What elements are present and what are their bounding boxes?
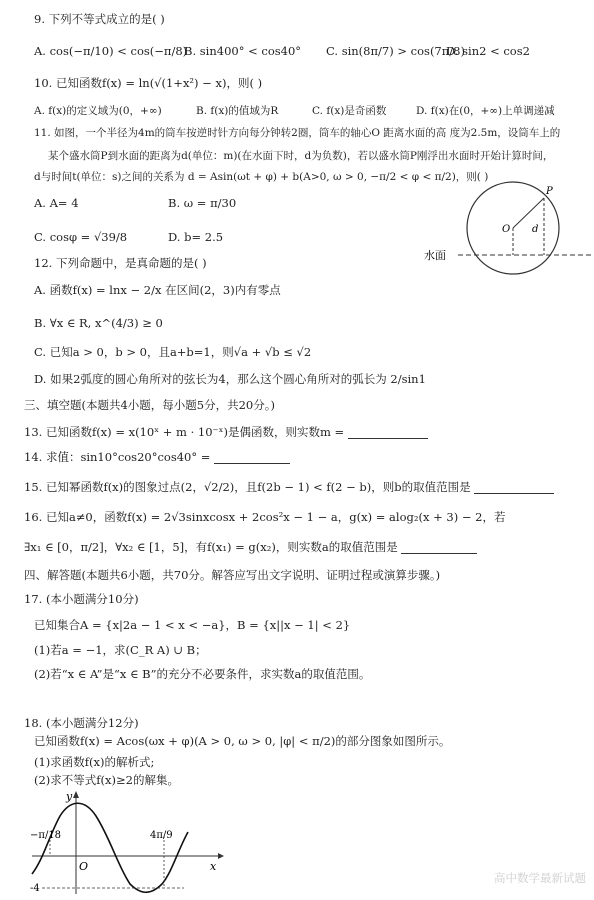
q9-option-b: B. sin400° < cos40° bbox=[184, 44, 302, 58]
y-axis-arrow-icon bbox=[73, 791, 79, 798]
q9-stem: 9. 下列不等式成立的是( ) bbox=[34, 12, 165, 26]
q18-line3: (2)求不等式f(x)≥2的解集。 bbox=[34, 773, 179, 787]
q9-option-d: D. sin2 < cos2 bbox=[446, 44, 530, 58]
q16-line1: 16. 已知a≠0，函数f(x) = 2√3sinxcosx + 2cos²x − 1 − a，g(x) = alog₂(x + 3) − 2，若 bbox=[24, 510, 506, 524]
label-d: d bbox=[532, 224, 539, 235]
q18-line2: (1)求函数f(x)的解析式; bbox=[34, 755, 155, 769]
q14 bbox=[24, 450, 290, 464]
label-origin: O bbox=[79, 860, 89, 873]
section-3-heading: 三、填空题(本题共4小题，每小题5分，共20分。) bbox=[24, 398, 275, 412]
q16-line2 bbox=[24, 540, 477, 554]
q16-blank[interactable] bbox=[401, 541, 477, 554]
q15 bbox=[24, 480, 554, 494]
q11-option-d: D. b= 2.5 bbox=[168, 230, 224, 244]
q17-head: 17. (本小题满分10分) bbox=[24, 592, 139, 606]
q11-option-c: C. cosφ = √39/8 bbox=[34, 230, 128, 244]
label-right-tick: 4π/9 bbox=[150, 830, 173, 841]
q10-option-a: A. f(x)的定义域为(0，+∞) bbox=[34, 105, 162, 117]
q15-text: 15. 已知幂函数f(x)的图象过点(2，√2/2)，且f(2b − 1) < f(2 − b)，则b的取值范围是 bbox=[24, 480, 471, 494]
q13-text: 13. 已知函数f(x) = x(10ˣ + m · 10⁻ˣ)是偶函数，则实数m = bbox=[24, 425, 345, 439]
watermark: 高中数学最新试题 bbox=[494, 871, 586, 885]
radius-op bbox=[513, 198, 544, 228]
q11-option-b: B. ω = π/30 bbox=[168, 196, 237, 210]
q14-text: 14. 求值：sin10°cos20°cos40° = bbox=[24, 450, 211, 464]
q12-stem: 12. 下列命题中，是真命题的是( ) bbox=[34, 256, 207, 270]
q10-option-c: C. f(x)是奇函数 bbox=[312, 105, 387, 117]
q10-stem: 10. 已知函数f(x) = ln(√(1+x²) − x)，则( ) bbox=[34, 76, 263, 90]
water-wheel-figure bbox=[418, 180, 594, 280]
q11-line1: 11. 如图，一个半径为4m的筒车按逆时针方向每分钟转2圈，筒车的轴心O 距离水面的高 度为2.5m，设筒车上的 bbox=[34, 127, 561, 139]
x-axis-arrow-icon bbox=[218, 853, 224, 859]
q10-option-b: B. f(x)的值域为R bbox=[196, 105, 279, 117]
q11-line2: 某个盛水筒P到水面的距离为d(单位：m)(在水面下时，d为负数)，若以盛水筒P刚浮出水面时开始计算时间， bbox=[48, 150, 554, 162]
q12-option-b: B. ∀x ∈ R, x^(4/3) ≥ 0 bbox=[34, 316, 163, 330]
q11-option-a: A. A= 4 bbox=[34, 196, 79, 210]
q13 bbox=[24, 425, 428, 439]
label-o: O bbox=[502, 224, 511, 235]
q14-blank[interactable] bbox=[214, 451, 290, 464]
section-4-heading: 四、解答题(本题共6小题，共70分。解答应写出文字说明、证明过程或演算步骤。) bbox=[24, 568, 441, 582]
label-left-tick: −π/18 bbox=[30, 830, 62, 841]
q10-option-d: D. f(x)在(0，+∞)上单调递减 bbox=[416, 105, 555, 117]
q17-line1: 已知集合A = {x|2a − 1 < x < −a}，B = {x||x − 1| < 2} bbox=[34, 618, 351, 632]
label-p: P bbox=[546, 186, 553, 197]
q17-line3: (2)若“x ∈ A”是“x ∈ B”的充分不必要条件，求实数a的取值范围。 bbox=[34, 667, 371, 681]
q17-line2: (1)若a = −1，求(C_R A) ∪ B； bbox=[34, 643, 207, 657]
q16-text: ∃x₁ ∈ [0，π/2]，∀x₂ ∈ [1，5]，有f(x₁) = g(x₂)，则实数a的取值范围是 bbox=[24, 540, 398, 554]
label-water: 水面 bbox=[424, 249, 446, 262]
q12-option-a: A. 函数f(x) = lnx − 2/x 在区间(2，3)内有零点 bbox=[34, 283, 281, 297]
q11-line3: d与时间t(单位：s)之间的关系为 d = Asin(ωt + φ) + b(A>0, ω > 0, −π/2 < φ < π/2)，则( ) bbox=[34, 171, 489, 183]
label-y: y bbox=[66, 790, 73, 803]
cosine-graph-figure bbox=[24, 788, 224, 896]
q15-blank[interactable] bbox=[474, 481, 554, 494]
q18-head: 18. (本小题满分12分) bbox=[24, 716, 139, 730]
q18-line1: 已知函数f(x) = Acos(ωx + φ)(A > 0, ω > 0, |φ| < π/2)的部分图象如图所示。 bbox=[34, 734, 451, 748]
q13-blank[interactable] bbox=[348, 426, 428, 439]
q9-option-a: A. cos(−π/10) < cos(−π/8) bbox=[34, 44, 188, 58]
q12-option-c: C. 已知a > 0，b > 0，且a+b=1，则√a + √b ≤ √2 bbox=[34, 345, 312, 359]
cosine-curve bbox=[32, 803, 188, 892]
label-x: x bbox=[210, 860, 217, 873]
q9-option-c: C. sin(8π/7) > cos(7π/8) bbox=[326, 44, 465, 58]
label-min: -4 bbox=[30, 883, 40, 894]
q12-option-d: D. 如果2弧度的圆心角所对的弦长为4，那么这个圆心角所对的弧长为 2/sin1 bbox=[34, 372, 426, 386]
